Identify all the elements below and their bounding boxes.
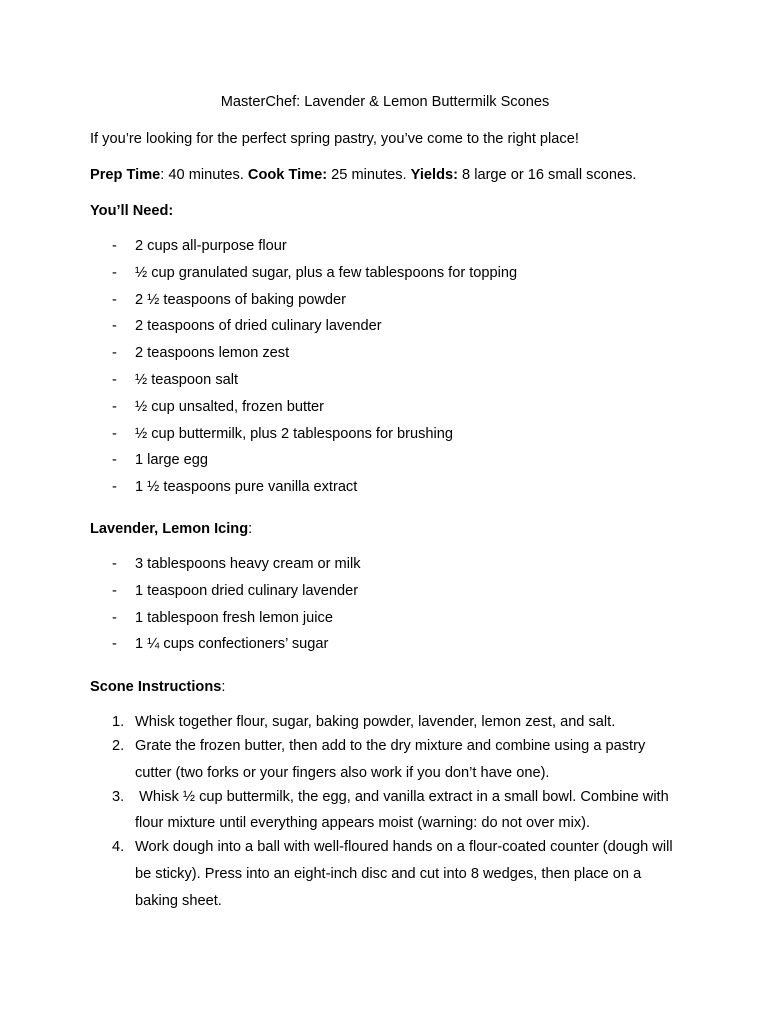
ingredient-text: 2 ½ teaspoons of baking powder [135,291,346,308]
dash-bullet: - [112,452,117,469]
ingredient-text: ½ cup granulated sugar, plus a few tablespoons for topping [135,264,518,281]
document-title: MasterChef: Lavender & Lemon Buttermilk Scones [220,94,550,110]
dash-bullet: - [112,371,117,388]
ingredients-list [90,236,680,504]
dash-bullet: - [112,238,117,254]
list-item [90,397,680,424]
step-text: Work dough into a ball with well-floured hands on a flour-coated counter (dough will be sticky). Press into an eight-inch disc and cut into 8 wedges, then place on a baking sheet. [135,839,673,909]
ingredient-text: 2 teaspoons lemon zest [135,345,290,362]
cook-time-value: 25 minutes. [327,167,411,183]
list-item [90,316,680,343]
list-item [90,784,680,838]
document-page [90,92,680,915]
step-number: 1. [112,714,125,731]
list-item [90,343,680,370]
list-item [90,554,680,581]
yields-value: 8 large or 16 small scones. [457,167,637,183]
ingredient-text: ½ cup buttermilk, plus 2 tablespoons for brushing [135,425,453,442]
icing-ingredient-text: 3 tablespoons heavy cream or milk [135,555,361,572]
dash-bullet: - [112,636,117,653]
step-text: Whisk together flour, sugar, baking powder, lavender, lemon zest, and salt. [135,714,616,731]
dash-bullet: - [112,479,117,496]
instructions-list [90,709,680,914]
list-item [90,477,680,504]
list-item [90,290,680,317]
instructions-heading-text: Scone Instructions [90,679,222,696]
ingredient-text: 1 ½ teaspoons pure vanilla extract [135,479,358,496]
icing-ingredient-text: 1 teaspoon dried culinary lavender [135,582,359,599]
dash-bullet: - [112,291,117,308]
icing-ingredient-text: 1 ¼ cups confectioners’ sugar [135,636,329,653]
dash-bullet: - [112,398,117,415]
icing-list [90,554,680,661]
step-number: 2. [112,737,125,754]
list-item [90,263,680,290]
ingredient-text: 2 cups all-purpose flour [135,238,287,254]
dash-bullet: - [112,555,117,572]
ingredient-text: ½ cup unsalted, frozen butter [135,398,325,415]
list-item [90,236,680,263]
list-item [90,834,680,914]
instructions-heading-colon: : [221,679,226,696]
dash-bullet: - [112,582,117,599]
dash-bullet: - [112,345,117,362]
dash-bullet: - [112,425,117,442]
ingredient-text: 1 large egg [135,452,209,469]
cook-time-label: Cook Time: [247,167,328,183]
ingredient-text: 2 teaspoons of dried culinary lavender [135,318,382,335]
dash-bullet: - [112,609,117,626]
list-item [90,581,680,608]
yields-label: Yields: [410,167,458,183]
intro-text: If you’re looking for the perfect spring pastry, you’ve come to the right place! [90,131,579,147]
prep-time-value: : 40 minutes. [160,167,248,183]
icing-heading-text: Lavender, Lemon Icing [90,520,249,537]
prep-time-label: Prep Time [90,167,161,183]
icing-heading [90,519,680,539]
ingredients-heading-text: You’ll Need: [90,203,174,219]
step-text: Whisk ½ cup buttermilk, the egg, and vanilla extract in a small bowl. Combine with flour mixture until everything appears moist (warning: do not over mix). [135,788,673,832]
step-text: Grate the frozen butter, then add to the dry mixture and combine using a pastry cutter (two forks or your fingers also work if you don’t have one). [135,737,646,781]
icing-heading-colon: : [248,520,253,537]
instructions-heading [90,677,680,697]
list-item [90,709,680,736]
list-item [90,370,680,397]
dash-bullet: - [112,318,117,335]
icing-ingredient-text: 1 tablespoon fresh lemon juice [135,609,333,626]
step-number: 4. [112,839,125,856]
list-item [90,634,680,661]
recipe-meta [90,165,680,185]
list-item [90,733,680,787]
list-item [90,424,680,451]
list-item [90,608,680,635]
list-item [90,450,680,477]
dash-bullet: - [112,264,117,281]
ingredients-heading [90,201,680,221]
ingredient-text: ½ teaspoon salt [135,371,239,388]
step-number: 3. [112,788,125,805]
